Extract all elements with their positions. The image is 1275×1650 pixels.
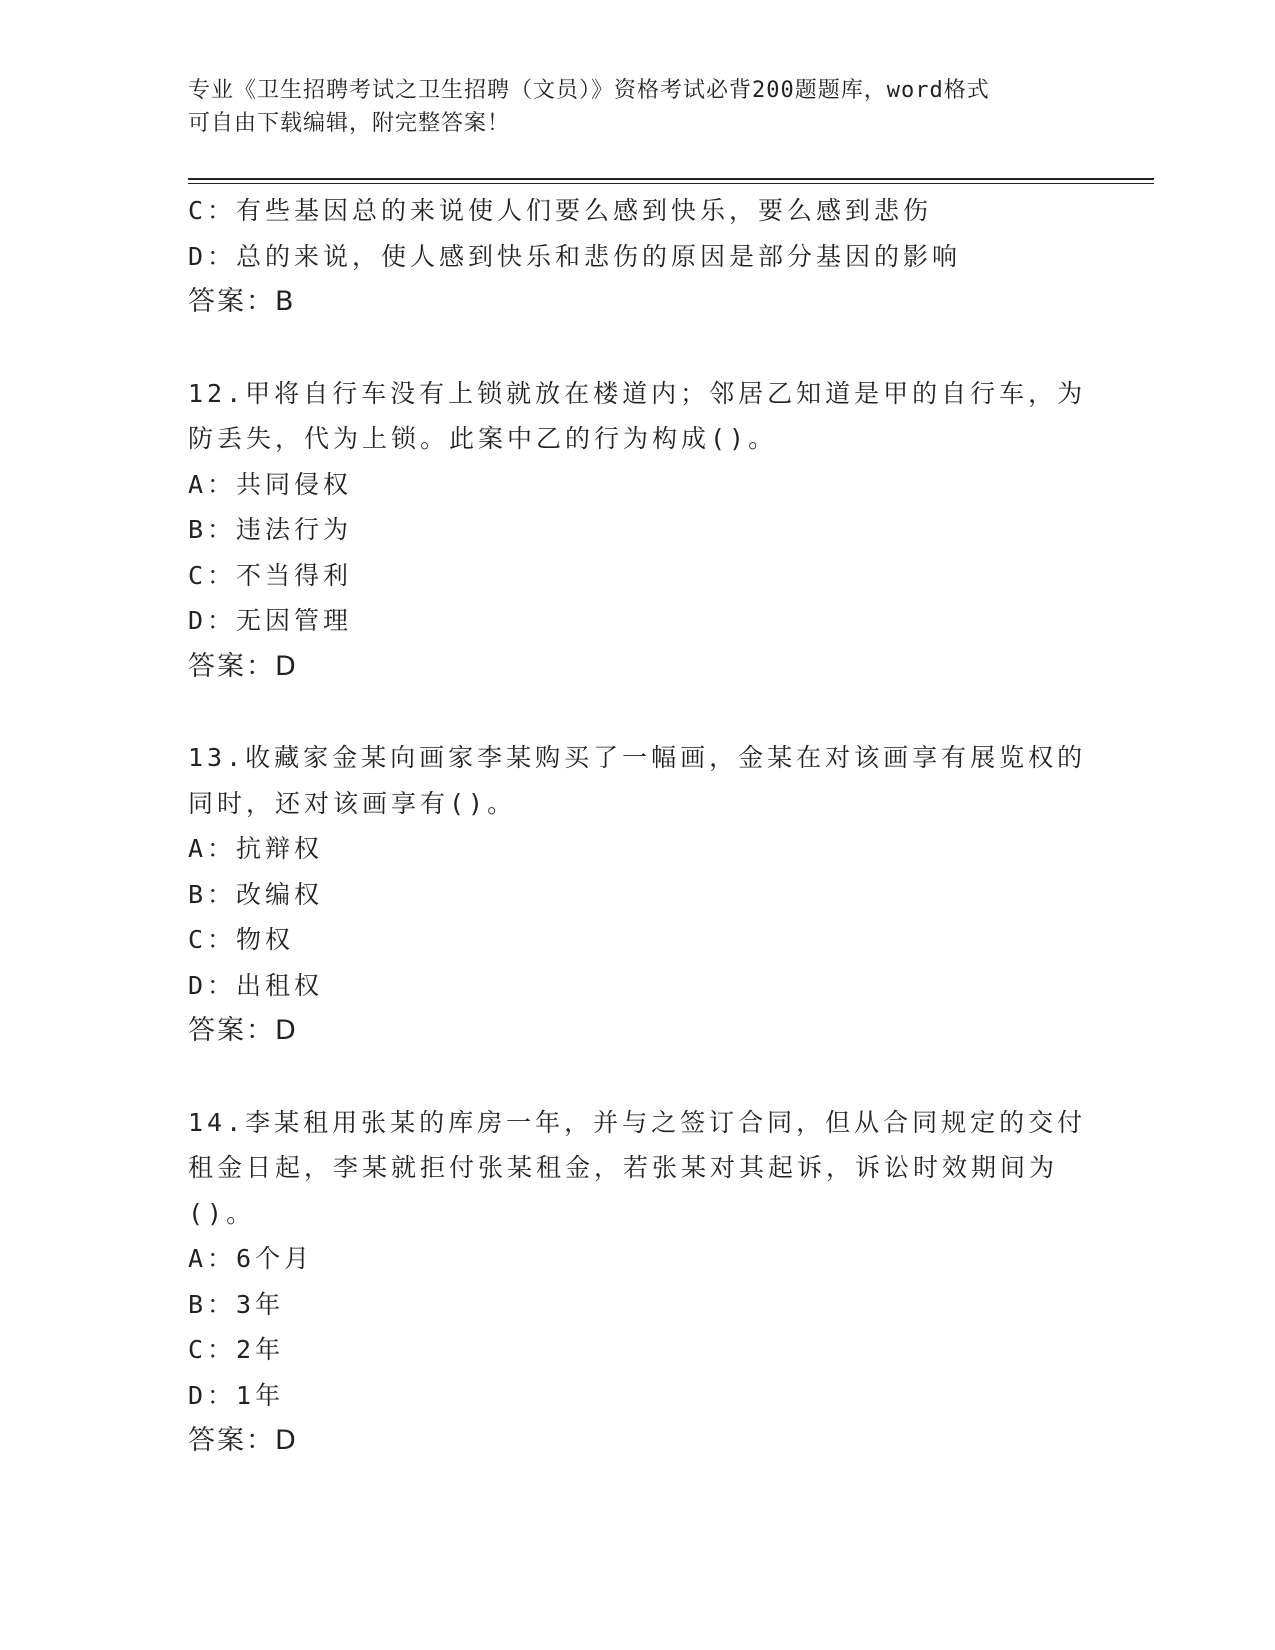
q13-stem-line-1: 13.收藏家金某向画家李某购买了一幅画，金某在对该画享有展览权的 bbox=[188, 743, 1087, 772]
question-12 bbox=[188, 371, 1088, 690]
header-divider-thin bbox=[188, 183, 1154, 184]
q11-answer: 答案：B bbox=[188, 286, 296, 317]
q12-answer: 答案：D bbox=[188, 650, 298, 682]
header-line-2: 可自由下载编辑，附完整答案！ bbox=[188, 111, 511, 136]
q11-option-d: D：总的来说，使人感到快乐和悲伤的原因是部分基因的影响 bbox=[188, 241, 962, 271]
q12-stem-line-2: 防丢失，代为上锁。此案中乙的行为构成()。 bbox=[188, 424, 778, 453]
q12-option-a: A：共同侵权 bbox=[188, 469, 353, 499]
document-header bbox=[188, 74, 1088, 140]
q14-option-d: D：1年 bbox=[188, 1380, 285, 1410]
q11-option-c: C：有些基因总的来说使人们要么感到快乐，要么感到悲伤 bbox=[188, 196, 933, 225]
q13-option-c: C：物权 bbox=[188, 925, 295, 954]
spacer bbox=[188, 1054, 1088, 1100]
question-14 bbox=[188, 1100, 1088, 1464]
q12-stem-line-1: 12.甲将自行车没有上锁就放在楼道内；邻居乙知道是甲的自行车，为 bbox=[188, 378, 1087, 408]
q12-option-b: B：违法行为 bbox=[188, 515, 353, 544]
question-11-tail bbox=[188, 188, 1088, 325]
q14-stem-line-3: ()。 bbox=[188, 1198, 256, 1228]
header-line-1: 专业《卫生招聘考试之卫生招聘（文员）》资格考试必背200题题库，word格式 bbox=[188, 78, 990, 103]
q12-option-c: C：不当得利 bbox=[188, 560, 353, 590]
q14-answer: 答案：D bbox=[188, 1425, 298, 1456]
q13-option-a: A：抗辩权 bbox=[188, 834, 324, 863]
q13-option-b: B：改编权 bbox=[188, 879, 324, 909]
spacer bbox=[188, 325, 1088, 371]
q14-option-c: C：2年 bbox=[188, 1335, 285, 1364]
question-13 bbox=[188, 735, 1088, 1054]
q14-stem-line-1: 14.李某租用张某的库房一年，并与之签订合同，但从合同规定的交付 bbox=[188, 1107, 1087, 1137]
header-divider bbox=[188, 178, 1154, 180]
q14-option-b: B：3年 bbox=[188, 1289, 285, 1319]
q13-stem-line-2: 同时，还对该画享有()。 bbox=[188, 788, 517, 818]
q13-option-d: D：出租权 bbox=[188, 970, 324, 1000]
q13-answer: 答案：D bbox=[188, 1015, 298, 1046]
spacer bbox=[188, 689, 1088, 735]
question-list bbox=[188, 188, 1088, 1464]
q12-option-d: D：无因管理 bbox=[188, 606, 353, 635]
q14-stem-line-2: 租金日起，李某就拒付张某租金，若张某对其起诉，诉讼时效期间为 bbox=[188, 1153, 1059, 1182]
q14-option-a: A：6个月 bbox=[188, 1244, 314, 1273]
